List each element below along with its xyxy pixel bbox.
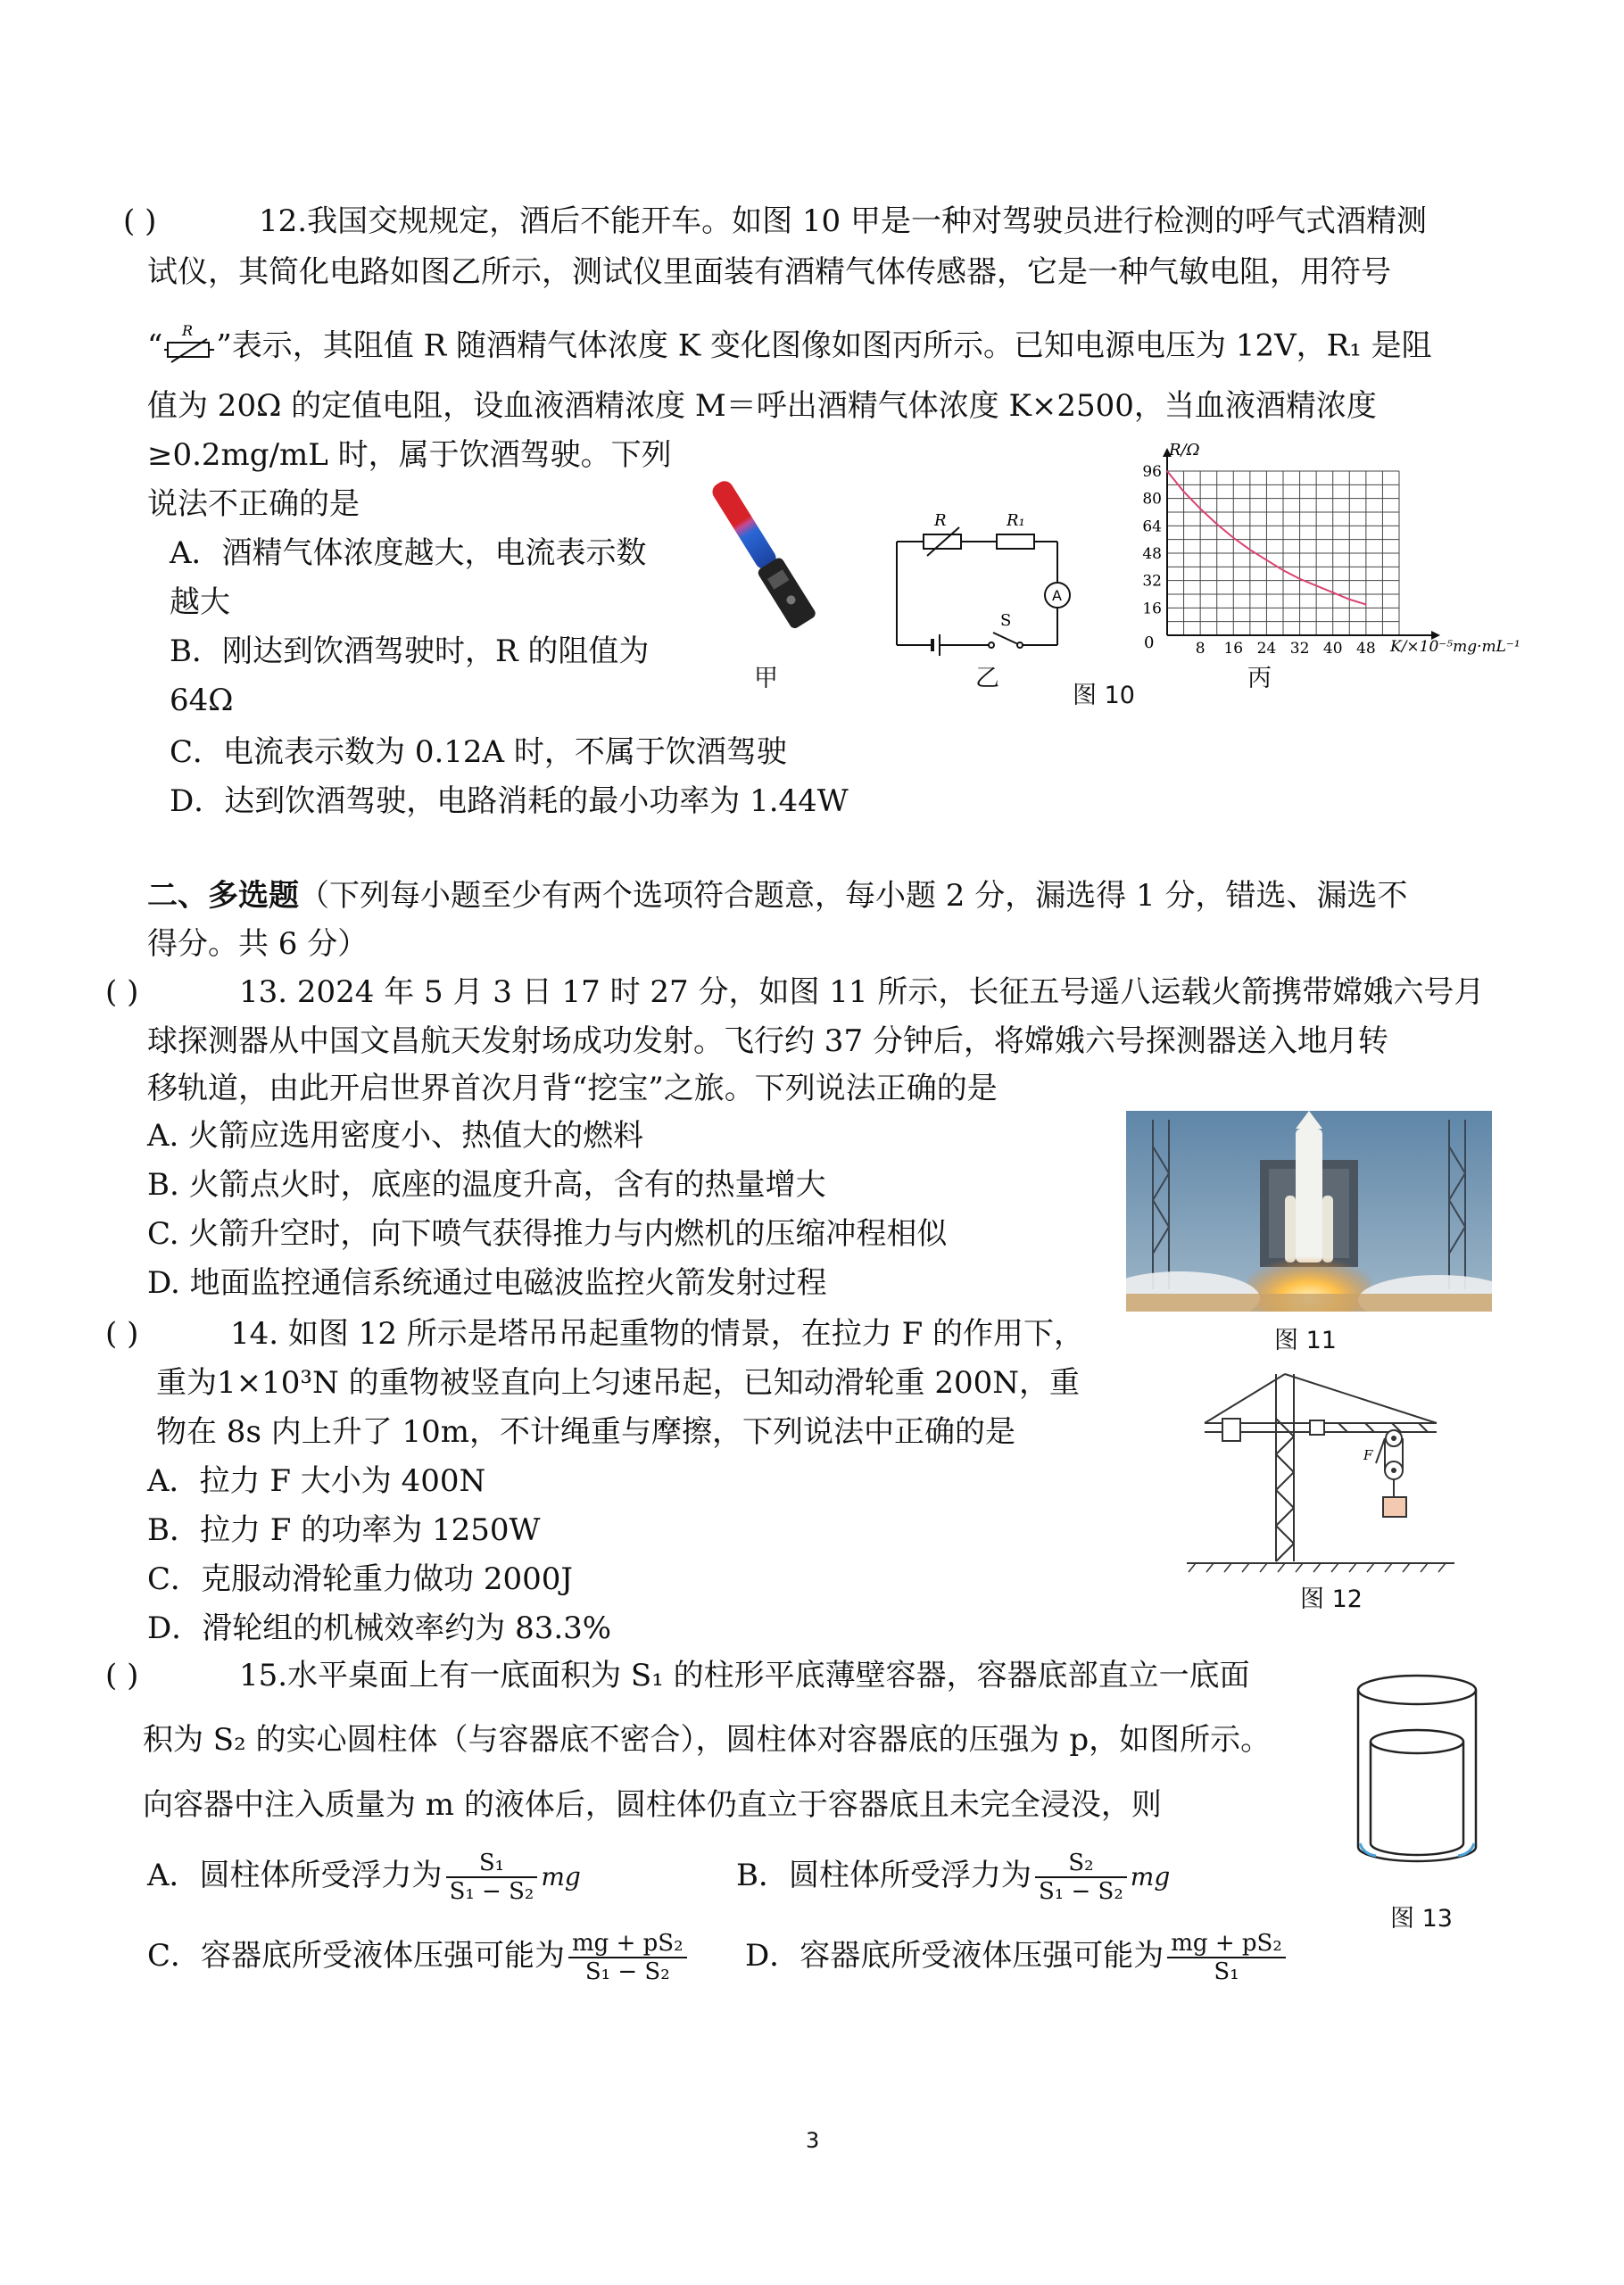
q12-line3-text: ”表示，其阻值 R 随酒精气体浓度 K 变化图像如图丙所示。已知电源电压为 12V，R₁ 是阻 — [216, 327, 1432, 364]
q14-bracket: ( ) — [105, 1316, 139, 1352]
q14-option-b: B．拉力 F 的功率为 1250W — [147, 1512, 541, 1548]
chart-x-tick-label: 8 — [1195, 640, 1206, 658]
gas-sensor-resistor-symbol — [162, 323, 216, 372]
q12-option-a-2: 越大 — [170, 584, 230, 620]
q15-option-a-denominator: S₁ − S₂ — [449, 1878, 534, 1905]
q12-option-c: C．电流表示数为 0.12A 时，不属于饮酒驾驶 — [170, 734, 787, 770]
q13-line1: 13. 2024 年 5 月 3 日 17 时 27 分，如图 11 所示，长征五号遥八运载火箭携带嫦娥六号月 — [239, 974, 1485, 1010]
q14-option-a: A．拉力 F 大小为 400N — [147, 1463, 486, 1499]
chart-y-axis-label: R/Ω — [1169, 441, 1200, 459]
chart-x-axis-label: K/×10⁻⁵mg·mL⁻¹ — [1390, 638, 1520, 656]
chart-ticks — [1142, 463, 1375, 658]
ammeter-label: A — [1052, 587, 1062, 604]
q15-option-a-numerator: S₁ — [446, 1850, 538, 1878]
q12-line3 — [147, 323, 1432, 372]
q14-option-c: C．克服动滑轮重力做功 2000J — [147, 1561, 573, 1597]
q15-option-c-numerator: mg + pS₂ — [568, 1930, 687, 1958]
load-block — [1383, 1497, 1406, 1517]
fig12-label: 图 12 — [1300, 1585, 1363, 1613]
chart-data-point — [1232, 537, 1234, 539]
chart-y-tick-label: 64 — [1142, 517, 1162, 536]
q12-line6: 说法不正确的是 — [147, 486, 360, 522]
chart-data-point — [1249, 549, 1251, 551]
chart-y-tick-label: 48 — [1142, 545, 1162, 563]
switch-icon — [993, 633, 1018, 644]
q15-line1: 15.水平桌面上有一底面积为 S₁ 的柱形平底薄壁容器，容器底部直立一底面 — [239, 1658, 1250, 1693]
fig10-jia-caption: 甲 — [754, 665, 778, 692]
section2-note-2: 得分。共 6 分） — [147, 926, 369, 962]
q15-option-d-denominator: S₁ — [1214, 1958, 1239, 1985]
chart-y-tick-label: 96 — [1142, 463, 1162, 481]
page-number: 3 — [806, 2128, 820, 2153]
q15-option-a — [147, 1850, 581, 1905]
q15-option-d-fraction — [1167, 1930, 1286, 1985]
q12-option-b-2: 64Ω — [170, 683, 234, 718]
q15-option-a-text: A．圆柱体所受浮力为 — [147, 1858, 443, 1893]
resistance-concentration-chart — [1124, 437, 1535, 687]
q15-option-c-denominator: S₁ − S₂ — [584, 1958, 670, 1985]
q15-option-c-fraction — [568, 1930, 687, 1985]
q14-option-d: D．滑轮组的机械效率约为 83.3% — [147, 1610, 612, 1646]
q12-line1: 12.我国交规规定，酒后不能开车。如图 10 甲是一种对驾驶员进行检测的呼气式酒精测 — [259, 203, 1427, 239]
chart-y-tick-label: 16 — [1142, 600, 1162, 618]
circuit-r-label: R — [934, 511, 947, 530]
fig13-label: 图 13 — [1390, 1905, 1453, 1933]
q13-bracket: ( ) — [105, 974, 139, 1010]
alcohol-tester-figure — [705, 464, 830, 660]
switch-label: S — [1000, 611, 1012, 630]
q15-option-c — [147, 1930, 691, 1985]
q13-option-b: B. 火箭点火时，底座的温度升高，含有的热量增大 — [147, 1167, 826, 1203]
q15-option-b-text: B．圆柱体所受浮力为 — [736, 1858, 1032, 1893]
q12-line2: 试仪，其简化电路如图乙所示，测试仪里面装有酒精气体传感器，它是一种气敏电阻，用符号 — [147, 254, 1391, 290]
rocket-launch-photo — [1126, 1111, 1492, 1312]
q12-option-a-1: A．酒精气体浓度越大，电流表示数 — [170, 535, 647, 571]
q15-line3: 向容器中注入质量为 m 的液体后，圆柱体仍直立于容器底且未完全浸没，则 — [143, 1787, 1162, 1823]
q15-line2: 积为 S₂ 的实心圆柱体（与容器底不密合），圆柱体对容器底的压强为 p，如图所示。 — [143, 1722, 1272, 1758]
q12-line4: 值为 20Ω 的定值电阻，设血液酒精浓度 M＝呼出酒精气体浓度 K×2500，当血液酒精浓度 — [147, 388, 1377, 424]
fig10-label: 图 10 — [1073, 682, 1135, 709]
q12-bracket: ( ) — [123, 203, 157, 239]
q12-line5: ≥0.2mg/mL 时，属于饮酒驾驶。下列 — [147, 437, 672, 473]
q14-line3: 物在 8s 内上升了 10m，不计绳重与摩擦，下列说法中正确的是 — [156, 1414, 1016, 1450]
chart-data-point — [1183, 491, 1185, 493]
chart-x-tick-label: 48 — [1356, 640, 1376, 658]
q15-option-a-fraction — [446, 1850, 538, 1905]
q15-option-a-tail: mg — [541, 1862, 581, 1892]
chart-data-point — [1216, 524, 1218, 526]
q15-option-b-tail: mg — [1130, 1862, 1171, 1892]
q15-option-b-fraction — [1035, 1850, 1127, 1905]
chart-data-point — [1166, 470, 1168, 472]
q13-option-c: C. 火箭升空时，向下喷气获得推力与内燃机的压缩冲程相似 — [147, 1216, 948, 1252]
crane-force-label: F — [1363, 1447, 1373, 1463]
q15-option-b-numerator: S₂ — [1035, 1850, 1127, 1878]
q15-bracket: ( ) — [105, 1658, 139, 1693]
chart-x-tick-label: 40 — [1322, 640, 1343, 658]
q13-option-a: A. 火箭应选用密度小、热值大的燃料 — [147, 1118, 644, 1154]
gas-sensor-symbol-label: R — [182, 323, 194, 339]
chart-axes — [1163, 448, 1440, 640]
tower-crane-figure — [1187, 1365, 1454, 1588]
q12-line3-open: “ — [147, 327, 163, 364]
q14-line2: 重为1×10³N 的重物被竖直向上匀速吊起，已知动滑轮重 200N，重 — [156, 1365, 1081, 1401]
q12-option-d: D．达到饮酒驾驶，电路消耗的最小功率为 1.44W — [170, 783, 849, 819]
chart-data-point — [1348, 599, 1350, 600]
q15-option-d-text: D．容器底所受液体压强可能为 — [745, 1938, 1164, 1974]
section2-heading-line — [147, 878, 1408, 914]
chart-data-point — [1365, 604, 1367, 606]
q13-option-d: D. 地面监控通信系统通过电磁波监控火箭发射过程 — [147, 1265, 827, 1301]
chart-x-tick-label: 16 — [1223, 640, 1244, 658]
fig11-label: 图 11 — [1274, 1327, 1337, 1354]
cylinder-top — [1371, 1730, 1463, 1753]
container-cylinder-figure — [1346, 1668, 1488, 1874]
q15-option-d — [745, 1930, 1289, 1985]
q14-line1: 14. 如图 12 所示是塔吊吊起重物的情景，在拉力 F 的作用下， — [230, 1316, 1084, 1352]
chart-origin-label: 0 — [1144, 633, 1155, 652]
section2-heading: 二、多选题 — [147, 878, 299, 914]
q15-option-b-denominator: S₁ − S₂ — [1039, 1878, 1123, 1905]
q15-option-c-text: C．容器底所受液体压强可能为 — [147, 1938, 566, 1974]
q15-option-d-numerator: mg + pS₂ — [1167, 1930, 1286, 1958]
q13-line3: 移轨道，由此开启世界首次月背“挖宝”之旅。下列说法正确的是 — [147, 1071, 998, 1106]
chart-data-point — [1315, 585, 1317, 587]
q15-option-b — [736, 1850, 1170, 1905]
rocket-body — [1296, 1129, 1322, 1263]
chart-grid — [1167, 471, 1399, 635]
chart-y-tick-label: 80 — [1142, 490, 1162, 509]
fig10-bing-caption: 丙 — [1247, 665, 1272, 692]
chart-y-tick-label: 32 — [1142, 572, 1162, 591]
chart-x-tick-label: 32 — [1289, 640, 1310, 658]
q13-line2: 球探测器从中国文昌航天发射场成功发射。飞行约 37 分钟后，将嫦娥六号探测器送入地月转 — [147, 1023, 1388, 1059]
chart-data-point — [1282, 569, 1284, 571]
circuit-diagram — [888, 504, 1084, 656]
chart-data-point — [1199, 508, 1201, 509]
q12-option-b-1: B．刚达到饮酒驾驶时，R 的阻值为 — [170, 633, 650, 669]
fig10-yi-caption: 乙 — [975, 665, 999, 692]
chart-data-point — [1299, 578, 1301, 580]
chart-data-point — [1266, 559, 1268, 561]
section2-note-1: （下列每小题至少有两个选项符合题意，每小题 2 分，漏选得 1 分，错选、漏选不 — [299, 878, 1408, 914]
container-rim — [1358, 1676, 1476, 1704]
chart-data-point — [1332, 592, 1334, 593]
counterweight — [1222, 1419, 1240, 1441]
chart-x-tick-label: 24 — [1256, 640, 1277, 658]
circuit-r1-label: R₁ — [1007, 511, 1025, 530]
